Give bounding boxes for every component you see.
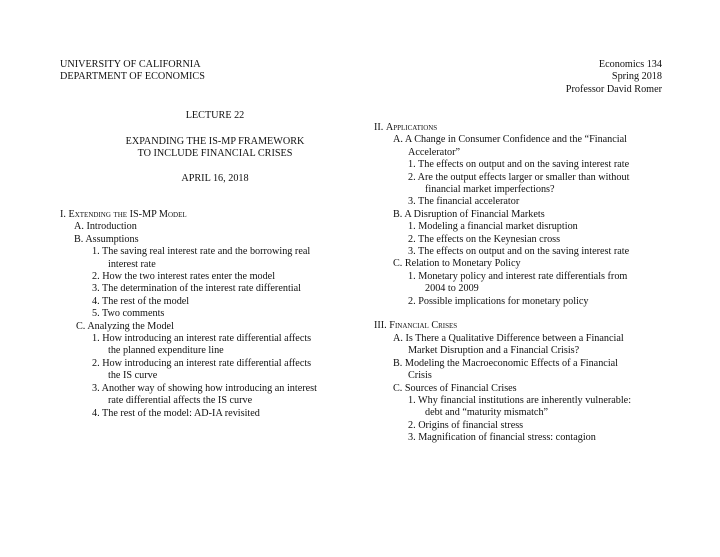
outline-item: 3. Magnification of financial stress: contagion: [408, 432, 596, 444]
outline-item: 2. How the two interest rates enter the model: [92, 271, 276, 283]
outline-item: 3. The effects on output and on the saving interest rate: [408, 246, 630, 258]
outline-item: debt and “maturity mismatch”: [425, 407, 549, 419]
outline-item: 2. Origins of financial stress: [408, 419, 524, 431]
outline-item: C. Analyzing the Model: [76, 320, 174, 332]
outline-item: 4. The rest of the model: AD-IA revisited: [92, 407, 260, 419]
department-name: DEPARTMENT OF ECONOMICS: [60, 71, 205, 83]
section-heading: [60, 209, 360, 221]
section-title: Extending the IS-MP Model: [68, 209, 187, 220]
outline-item: B. Modeling the Macroeconomic Effects of a Financial: [393, 357, 619, 369]
outline-item: 3. The determination of the interest rate differential: [92, 283, 301, 295]
section-heading: [374, 122, 664, 134]
outline-item: Market Disruption and a Financial Crisis?: [408, 345, 580, 357]
professor: Professor David Romer: [565, 83, 662, 95]
header-left: [60, 59, 205, 84]
outline-item: A. Is There a Qualitative Difference between a Financial: [393, 332, 624, 344]
lecture-title-line-2: TO INCLUDE FINANCIAL CRISES: [137, 148, 293, 160]
lecture-title-line-1: EXPANDING THE IS-MP FRAMEWORK: [125, 136, 305, 147]
header-right: [566, 59, 662, 96]
outline-item: 3. Another way of showing how introducing an interest: [92, 382, 317, 394]
outline-item: 5. Two comments: [92, 308, 165, 320]
outline-item: the IS curve: [108, 370, 158, 382]
outline-item: 1. Monetary policy and interest rate differentials from: [408, 270, 628, 282]
outline-item: B. A Disruption of Financial Markets: [393, 208, 545, 220]
outline-item: 1. The saving real interest rate and the borrowing real: [92, 246, 311, 258]
outline-item: the planned expenditure line: [108, 345, 224, 357]
outline-item: 2004 to 2009: [425, 283, 479, 295]
section-numeral: II.: [374, 122, 386, 133]
outline-left-column: [60, 209, 360, 420]
term: Spring 2018: [611, 71, 662, 83]
outline-right-column: [374, 122, 664, 445]
section-numeral: III.: [374, 320, 390, 332]
course-number: Economics 134: [598, 59, 662, 70]
outline-item: 1. The effects on output and on the saving interest rate: [408, 159, 630, 171]
outline-item: 2. Are the output effects larger or smaller than without: [408, 171, 630, 183]
lecture-number: LECTURE 22: [185, 110, 245, 121]
outline-item: interest rate: [108, 258, 156, 270]
outline-item: C. Relation to Monetary Policy: [393, 258, 521, 270]
outline-item: 2. The effects on the Keynesian cross: [408, 233, 561, 245]
outline-item: 2. How introducing an interest rate differential affects: [92, 357, 312, 369]
outline-item: 4. The rest of the model: [92, 295, 190, 307]
outline-item: C. Sources of Financial Crises: [393, 382, 517, 394]
outline-item: rate differential affects the IS curve: [108, 395, 253, 407]
outline-item: 1. How introducing an interest rate differential affects: [92, 333, 312, 345]
outline-item: B. Assumptions: [74, 233, 139, 245]
outline-item: 2. Possible implications for monetary policy: [408, 295, 589, 307]
outline-item: financial market imperfections?: [425, 184, 555, 196]
outline-item: 3. The financial accelerator: [408, 196, 520, 208]
outline-item: A. Introduction: [74, 221, 137, 233]
section-title: Financial Crises: [389, 320, 458, 332]
section-heading: [374, 320, 664, 332]
outline-item: Crisis: [408, 370, 432, 382]
lecture-date: APRIL 16, 2018: [181, 173, 249, 184]
outline-item: Accelerator”: [408, 146, 461, 158]
outline-item: 1. Modeling a financial market disruption: [408, 221, 578, 233]
outline-item: A. A Change in Consumer Confidence and the “Financial: [393, 134, 627, 146]
university-name: UNIVERSITY OF CALIFORNIA: [60, 59, 201, 70]
section-spacer: [374, 308, 664, 320]
lecture-title: [60, 136, 370, 161]
outline-item: 1. Why financial institutions are inherently vulnerable:: [408, 394, 632, 406]
section-numeral: I.: [60, 209, 69, 220]
section-title: Applications: [385, 122, 438, 133]
